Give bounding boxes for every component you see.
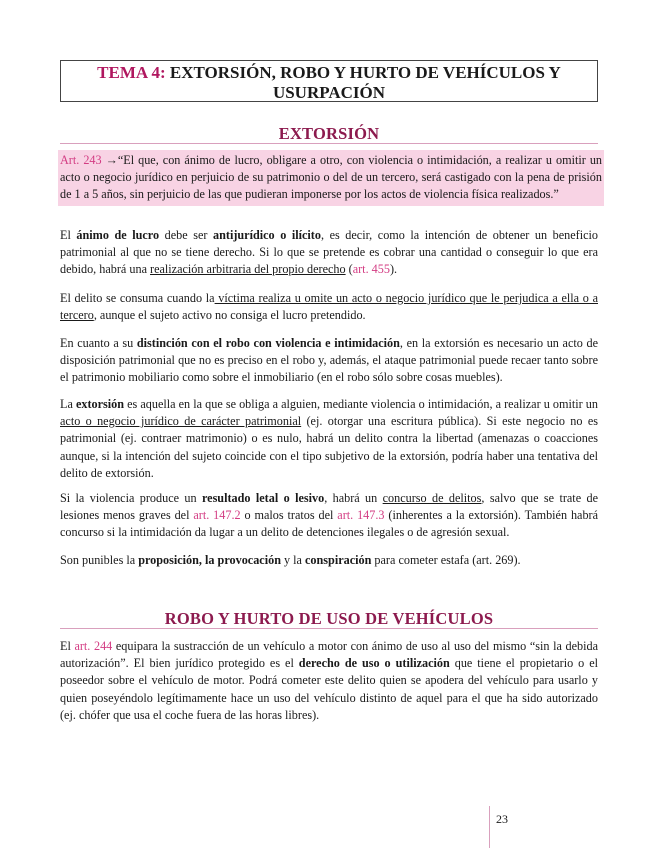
text: El — [60, 228, 77, 242]
page-number: 23 — [496, 812, 508, 826]
paragraph-art-244 — [60, 638, 598, 724]
bold-term: resultado letal o lesivo — [201, 491, 325, 505]
text: ). — [389, 262, 398, 277]
text: debe ser — [159, 228, 214, 242]
title-prefix: TEMA 4: — [97, 63, 166, 82]
underlined-term: acto o negocio jurídico de carácter patrimonial — [60, 414, 302, 429]
underlined-term: realización arbitraria del propio derecho — [150, 262, 346, 277]
text: equipara la sustracción de un vehículo a motor con ánimo de uso al uso del mismo “sin la debida autorización”. El bien jurídico protegido es el — [60, 639, 598, 671]
underlined-term: víctima realiza u omite un acto o negocio jurídico que le perjudica a ella o a tercero — [60, 291, 598, 323]
text: Si la violencia produce un — [60, 491, 202, 505]
quote-text: “El que, con ánimo de lucro, obligare a otro, con violencia o intimidación, a realizar u omitir un acto o negocio jurídico en perjuicio de su patrimonio o del de un tercero, será castigado con la pena de prisión de 1 a 5 años, sin perjuicio de las que pudieran imponerse por los actos de violencia física realizados.” — [60, 153, 603, 202]
bold-term: conspiración — [305, 553, 372, 567]
bold-term: ánimo de lucro — [76, 228, 160, 242]
text: El — [60, 639, 75, 653]
paragraph-resultado-letal — [60, 490, 598, 542]
article-243-quote — [58, 150, 604, 206]
underlined-term: concurso de delitos — [382, 491, 482, 505]
document-title — [60, 60, 598, 102]
text: (ej. otorgar una escritura pública). Si este negocio no es patrimonial (ej. contraer matrimonio) o es nulo, habrá un delito contra la libertad (amenazas o coacciones aunque, si la intención del sujeto coincide con el tipo subjetivo de la extorsión, podría haber una tentativa del delito de extorsión. — [60, 414, 598, 480]
text: o malos tratos del — [240, 508, 338, 523]
text: y la — [280, 553, 306, 567]
section-divider — [60, 628, 598, 629]
bold-term: distinción con el robo con violencia e intimidación — [136, 336, 400, 350]
text: es aquella en la que se obliga a alguien, mediante violencia o intimidación, a realizar u omitir un — [124, 397, 598, 411]
paragraph-punibles — [60, 552, 598, 569]
text: ( — [345, 262, 353, 277]
section-heading-robo-hurto: ROBO Y HURTO DE USO DE VEHÍCULOS — [164, 609, 494, 628]
section-divider — [60, 143, 598, 144]
bold-term: proposición, la provocación — [138, 553, 281, 567]
text: , es decir, como la intención de obtener un beneficio patrimonial al que no se tiene derecho. Si lo que se pretende es cobrar una cantidad o conseguir lo que era debido, habrá una — [60, 228, 598, 277]
text: En cuanto a su — [60, 336, 137, 350]
title-line1: EXTORSIÓN, ROBO Y HURTO DE VEHÍCULOS Y — [169, 63, 561, 82]
text: , salvo que se trate de lesiones menos graves del — [60, 491, 598, 523]
text: , en la extorsión es necesario un acto de disposición patrimonial que no es preciso en el robo y, además, el ataque patrimonial puede recaer tanto sobre el patrimonio mobiliario como sobre el inmobiliario (en el robo sólo sobre cosas muebles). — [60, 336, 598, 385]
text: La — [60, 397, 76, 411]
paragraph-extorsion-definicion — [60, 396, 598, 482]
text: que tiene el propietario o el poseedor sobre el vehículo de motor. Podrá cometer este delito quien se apodera del vehículo para usarlo y quien poseyéndolo legítimamente hace un uso del vehículo distinto de aquel para el que ha sido autorizado (ej. chófer que usa el coche fuera de las horas libres). — [60, 656, 598, 722]
article-455-link[interactable]: art. 455 — [352, 262, 390, 277]
text: El delito se consuma cuando la — [60, 291, 215, 305]
text: para cometer estafa (art. 269). — [371, 553, 521, 567]
title-line2: USURPACIÓN — [272, 83, 386, 102]
bold-term: derecho de uso o utilización — [298, 656, 450, 671]
footer-divider — [489, 806, 490, 848]
article-147-2-link[interactable]: art. 147.2 — [193, 508, 241, 523]
article-243-link[interactable]: Art. 243 — [60, 153, 102, 167]
paragraph-distincion — [60, 335, 598, 387]
article-244-link[interactable]: art. 244 — [74, 639, 113, 653]
bold-term: extorsión — [75, 397, 125, 411]
text: , aunque el sujeto activo no consiga el lucro pretendido. — [93, 308, 366, 323]
article-147-3-link[interactable]: art. 147.3 — [337, 508, 385, 523]
text: , habrá un — [324, 491, 383, 505]
bold-term: antijurídico o ilícito — [213, 228, 321, 242]
arrow-icon: → — [105, 153, 118, 167]
text: Son punibles la — [60, 553, 139, 567]
text: (inherentes a la extorsión). También habrá concurso si la intimidación da lugar a un delito de detenciones ilegales o de agresión sexual. — [60, 508, 599, 540]
section-heading-extorsion: EXTORSIÓN — [278, 124, 380, 143]
paragraph-animo-lucro — [60, 227, 598, 279]
paragraph-consumacion — [60, 290, 598, 324]
